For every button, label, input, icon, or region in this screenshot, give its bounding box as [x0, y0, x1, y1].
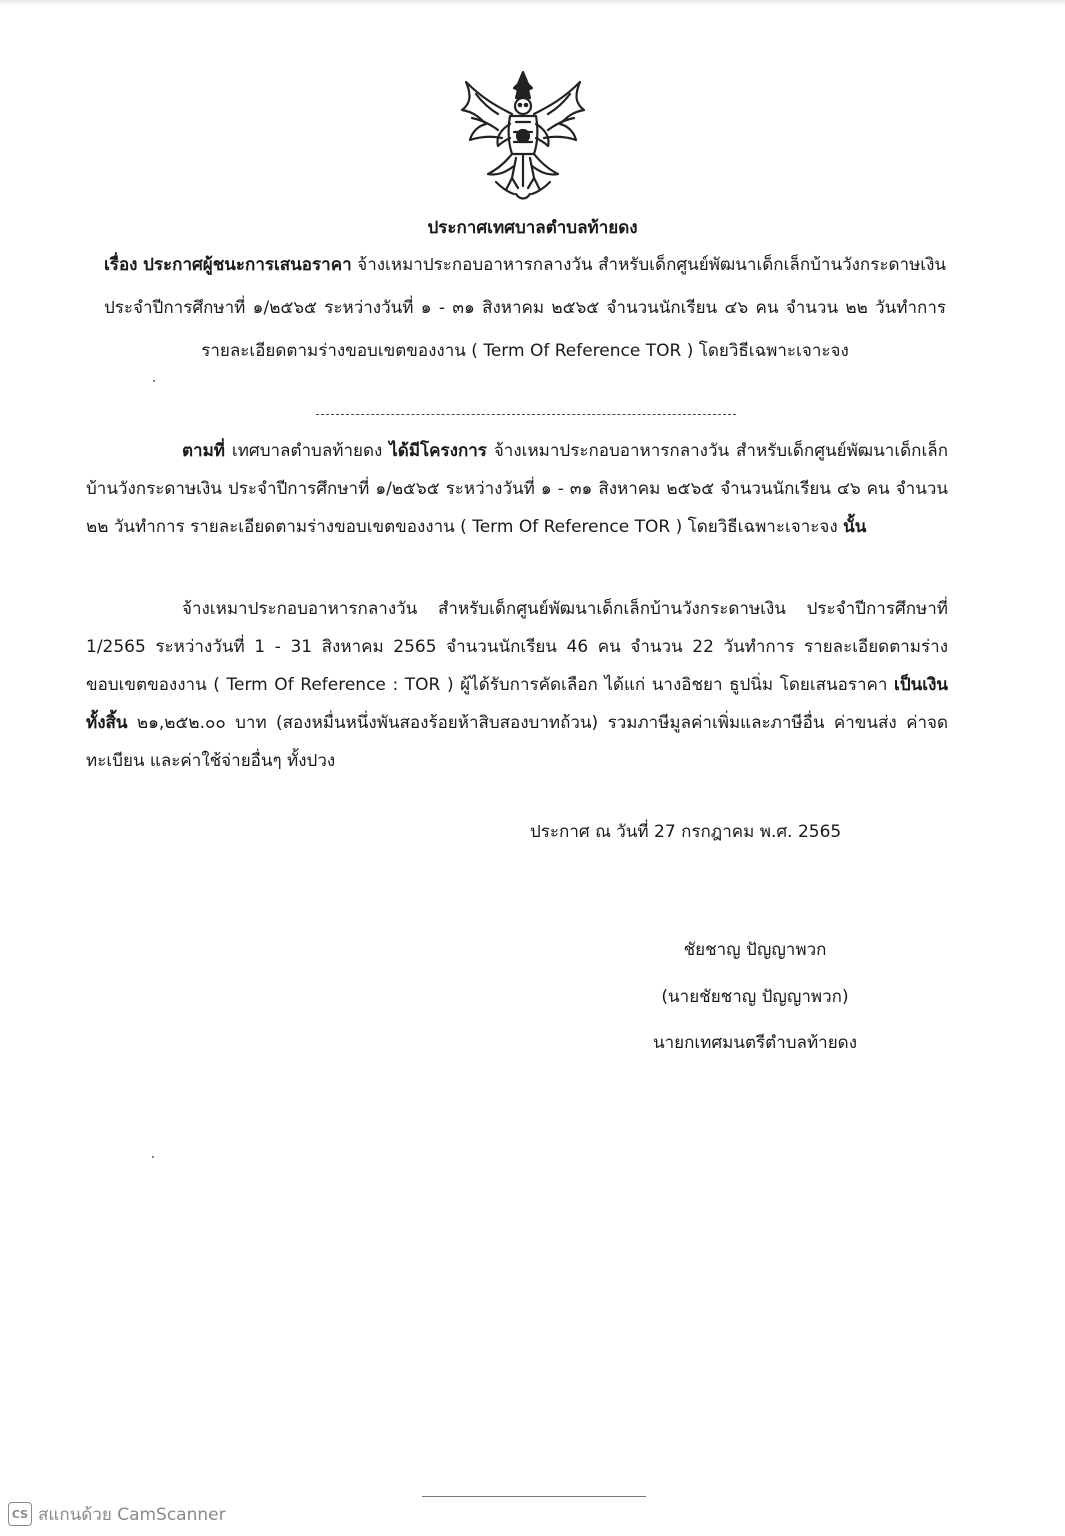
document-title: ประกาศเทศบาลตำบลท้ายดง [427, 218, 638, 238]
para2-bold: เป็นเงินทั้งสิ้น [86, 675, 948, 733]
subject-text: จ้างเหมาประกอบอาหารกลางวัน สำหรับเด็กศูนย์พัฒนาเด็กเล็กบ้านวังกระดาษเงิน ประจำปีการศึกษาที่ ๑/๒๕๖๕ ระหว่างวันที่ ๑ - ๓๑ สิงหาคม ๒๕๖๕ จำนวนนักเรียน ๔๖ คน จำนวน ๒๒ วันทำการ รายละเอียดตามร่างขอบเขตของงาน ( Term Of Reference TOR ) โดยวิธีเฉพาะเจาะจง [104, 255, 947, 361]
para1-end: นั้น [843, 517, 867, 537]
scan-speck [153, 380, 155, 382]
signatory-position: นายกเทศมนตรีตำบลท้ายดง [652, 1033, 858, 1053]
body-paragraph-1 [86, 432, 948, 546]
body-paragraph-2 [86, 590, 948, 780]
para2-amount: ๒๑,๒๕๒.๐๐ บาท (สองหมื่นหนึ่งพันสองร้อยห้าสิบสองบาทถ้วน) รวมภาษีมูลค่าเพิ่มและภาษีอื่น ค่าขนส่ง ค่าจดทะเบียน และค่าใช้จ่ายอื่นๆ ทั้งปวง [86, 713, 948, 771]
camscanner-watermark [8, 1501, 226, 1527]
announcement-date: ประกาศ ณ วันที่ 27 กรกฎาคม พ.ศ. 2565 [530, 822, 842, 842]
scan-edge-line [422, 1496, 646, 1497]
signatory-full-name: (นายชัยชาญ ปัญญาพวก) [661, 987, 849, 1007]
scan-edge [0, 0, 1065, 6]
para1-bold: ได้มีโครงการ [389, 441, 487, 461]
camscanner-logo-icon: CS [8, 1502, 32, 1526]
scan-speck [152, 1156, 154, 1158]
para1-part2: จ้างเหมาประกอบอาหารกลางวัน สำหรับเด็กศูนย์พัฒนาเด็กเล็กบ้านวังกระดาษเงิน ประจำปีการศึกษาที่ ๑/๒๕๖๕ ระหว่างวันที่ ๑ - ๓๑ สิงหาคม ๒๕๖๕ จำนวนนักเรียน ๔๖ คน จำนวน ๒๒ วันทำการ รายละเอียดตามร่างขอบเขตของงาน ( Term Of Reference TOR ) โดยวิธีเฉพาะเจาะจง [86, 441, 948, 537]
para1-lead: ตามที่ [182, 441, 225, 461]
garuda-emblem-icon [452, 66, 594, 208]
watermark-text: สแกนด้วย CamScanner [38, 1504, 226, 1525]
para2-text: จ้างเหมาประกอบอาหารกลางวัน สำหรับเด็กศูนย์พัฒนาเด็กเล็กบ้านวังกระดาษเงิน ประจำปีการศึกษาที่ 1/2565 ระหว่างวันที่ 1 - 31 สิงหาคม 2565 จำนวนนักเรียน 46 คน จำนวน 22 วันทำการ รายละเอียดตามร่างขอบเขตของงาน ( Term Of Reference : TOR ) ผู้ได้รับการคัดเลือก ได้แก่ นางอิชยา ธูปนิ่ม โดยเสนอราคา [86, 599, 948, 695]
signature-name: ชัยชาญ ปัญญาพวก [683, 940, 827, 960]
subject-block [104, 244, 946, 373]
para1-part1: เทศบาลตำบลท้ายดง [231, 441, 383, 461]
subject-label: เรื่อง [104, 255, 138, 275]
dashed-divider [316, 414, 736, 415]
subject-heading: ประกาศผู้ชนะการเสนอราคา [143, 255, 352, 275]
